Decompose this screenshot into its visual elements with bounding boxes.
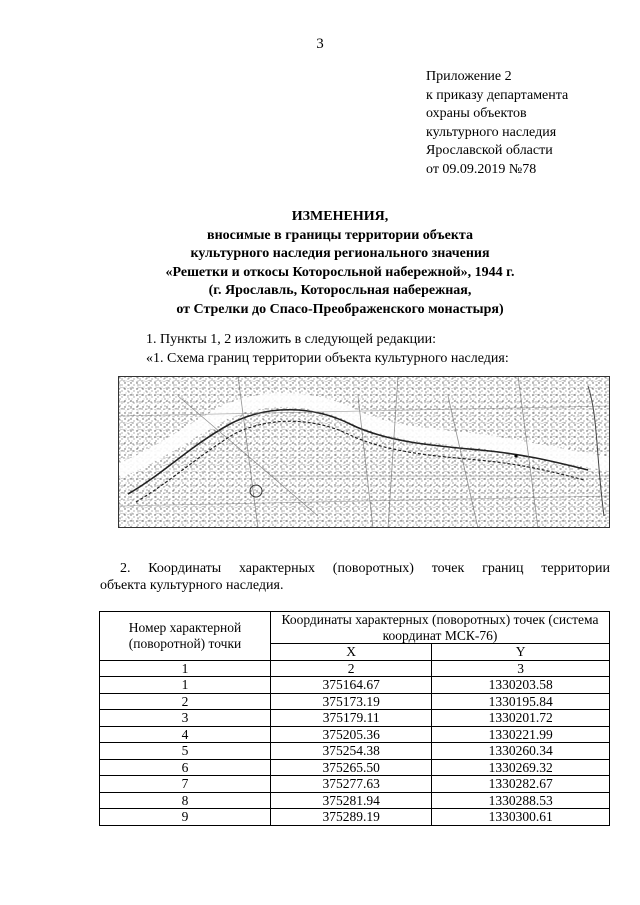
header-point-number: Номер характерной (поворотной) точки bbox=[100, 612, 271, 661]
title-line: культурного наследия регионального значения bbox=[190, 246, 490, 261]
appendix-line: культурного наследия bbox=[426, 124, 557, 140]
header-x: X bbox=[271, 644, 432, 661]
table-row bbox=[100, 677, 610, 694]
point-number-cell: 8 bbox=[100, 792, 271, 809]
appendix-line: от 09.09.2019 №78 bbox=[426, 161, 537, 177]
table-row bbox=[100, 726, 610, 743]
table-row bbox=[100, 693, 610, 710]
table-row bbox=[100, 743, 610, 760]
appendix-line: Ярославской области bbox=[426, 143, 553, 158]
x-coordinate-cell: 375205.36 bbox=[271, 726, 432, 743]
point-number-cell: 1 bbox=[100, 677, 271, 694]
table-row bbox=[100, 710, 610, 727]
y-coordinate-cell: 1330282.67 bbox=[432, 776, 610, 793]
boundary-map-image bbox=[118, 376, 610, 528]
table-row bbox=[100, 809, 610, 826]
title-heading: ИЗМЕНЕНИЯ, bbox=[291, 209, 389, 224]
document-title bbox=[60, 208, 620, 319]
coordinates-table bbox=[99, 611, 610, 826]
column-number: 2 bbox=[271, 660, 432, 677]
title-line: (г. Ярославль, Которосльная набережная, bbox=[208, 283, 472, 298]
y-coordinate-cell: 1330201.72 bbox=[432, 710, 610, 727]
y-coordinate-cell: 1330269.32 bbox=[432, 759, 610, 776]
point-number-cell: 2 bbox=[100, 693, 271, 710]
appendix-block bbox=[426, 68, 568, 179]
appendix-line: к приказу департамента bbox=[426, 87, 569, 103]
x-coordinate-cell: 375289.19 bbox=[271, 809, 432, 826]
x-coordinate-cell: 375281.94 bbox=[271, 792, 432, 809]
title-line: от Стрелки до Спасо-Преображенского монастыря) bbox=[176, 301, 504, 317]
section2-text bbox=[100, 560, 610, 594]
point-number-cell: 4 bbox=[100, 726, 271, 743]
x-coordinate-cell: 375254.38 bbox=[271, 743, 432, 760]
point-number-cell: 5 bbox=[100, 743, 271, 760]
title-line: вносимые в границы территории объекта bbox=[207, 227, 473, 243]
section2-line1: 2. Координаты характерных (поворотных) точек границ территории bbox=[120, 561, 610, 576]
point-number-cell: 7 bbox=[100, 776, 271, 793]
y-coordinate-cell: 1330260.34 bbox=[432, 743, 610, 760]
x-coordinate-cell: 375265.50 bbox=[271, 759, 432, 776]
section1-subitem: «1. Схема границ территории объекта культурного наследия: bbox=[146, 351, 509, 366]
x-coordinate-cell: 375277.63 bbox=[271, 776, 432, 793]
x-coordinate-cell: 375164.67 bbox=[271, 677, 432, 694]
column-number: 1 bbox=[100, 660, 271, 677]
table-row bbox=[100, 759, 610, 776]
page-number: 3 bbox=[316, 36, 324, 52]
y-coordinate-cell: 1330195.84 bbox=[432, 693, 610, 710]
section1-item: 1. Пункты 1, 2 изложить в следующей редакции: bbox=[146, 332, 437, 347]
table-row bbox=[100, 776, 610, 793]
point-number-cell: 3 bbox=[100, 710, 271, 727]
section2-line2: объекта культурного наследия. bbox=[100, 578, 284, 593]
title-line: «Решетки и откосы Которосльной набережной», 1944 г. bbox=[165, 264, 515, 280]
appendix-line: охраны объектов bbox=[426, 106, 527, 121]
appendix-line: Приложение 2 bbox=[426, 69, 512, 84]
header-coordinates: Координаты характерных (поворотных) точек (система координат МСК-76) bbox=[271, 612, 610, 644]
column-number: 3 bbox=[432, 660, 610, 677]
x-coordinate-cell: 375179.11 bbox=[271, 710, 432, 727]
header-y: Y bbox=[432, 644, 610, 661]
point-number-cell: 9 bbox=[100, 809, 271, 826]
point-number-cell: 6 bbox=[100, 759, 271, 776]
y-coordinate-cell: 1330221.99 bbox=[432, 726, 610, 743]
table-row bbox=[100, 792, 610, 809]
y-coordinate-cell: 1330203.58 bbox=[432, 677, 610, 694]
x-coordinate-cell: 375173.19 bbox=[271, 693, 432, 710]
y-coordinate-cell: 1330288.53 bbox=[432, 792, 610, 809]
y-coordinate-cell: 1330300.61 bbox=[432, 809, 610, 826]
